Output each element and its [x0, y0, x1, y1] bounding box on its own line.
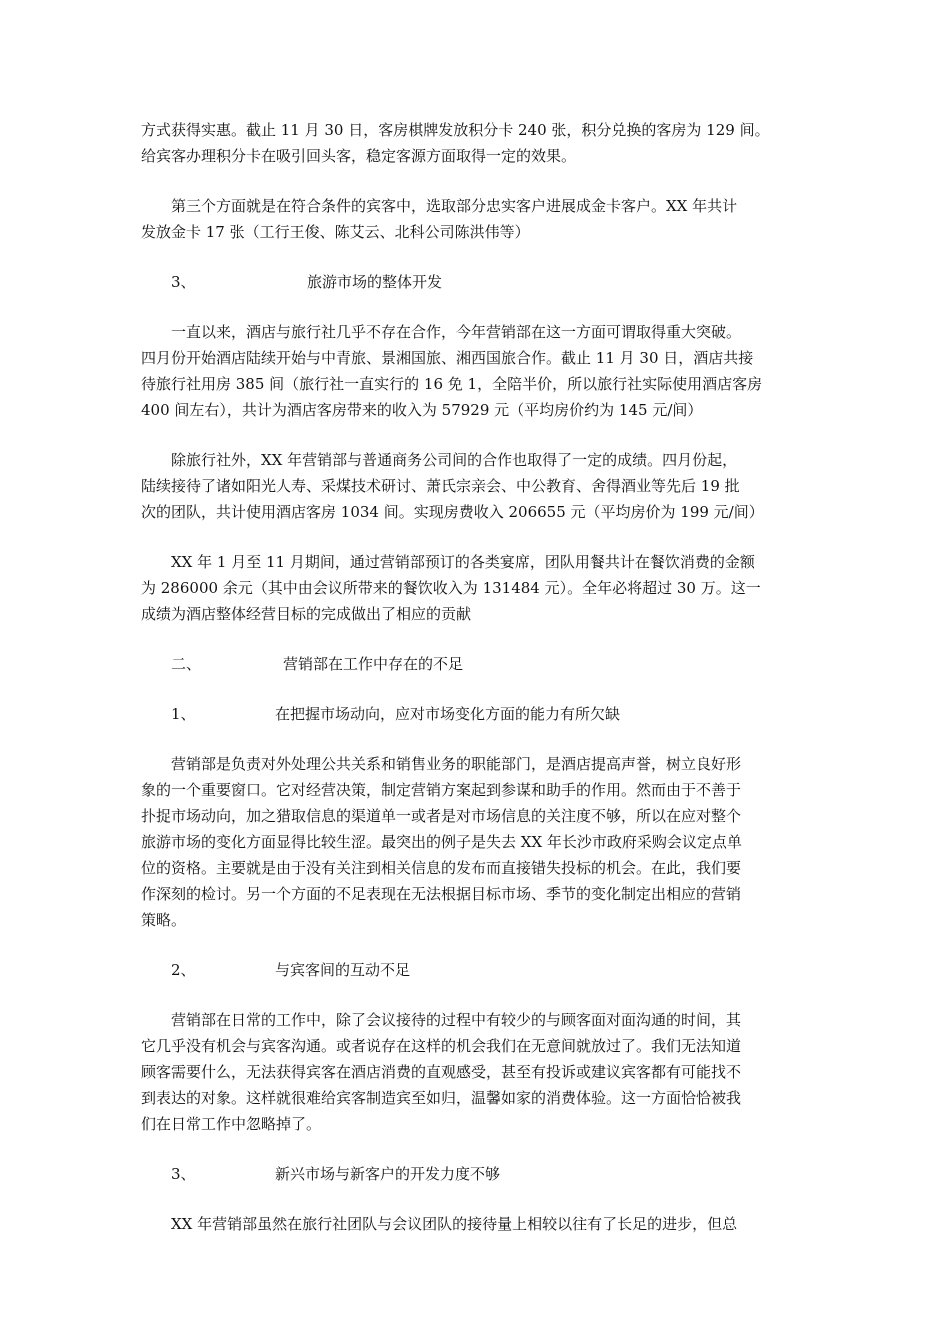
paragraph-new-clients [141, 1211, 813, 1237]
text-line: 营销部在日常的工作中，除了会议接待的过程中有较少的与顾客面对面沟通的时间，其 [171, 1011, 742, 1029]
text-line: 为 286000 余元（其中由会议所带来的餐饮收入为 131484 元）。全年必将超过 30 万。这一 [141, 579, 761, 597]
heading-number: 二、 [171, 655, 202, 673]
text-line: 扑捉市场动向，加之猎取信息的渠道单一或者是对市场信息的关注度不够，所以在应对整个 [141, 807, 742, 825]
text-line: 400 间左右），共计为酒店客房带来的收入为 57929 元（平均房价约为 145 元/间） [141, 401, 703, 419]
paragraph-travel-agency [141, 319, 813, 423]
paragraph-gold-card [141, 193, 813, 245]
text-line: XX 年营销部虽然在旅行社团队与会议团队的接待量上相较以往有了长足的进步，但总 [171, 1215, 738, 1233]
heading-guest-interaction [141, 957, 813, 983]
text-line: 陆续接待了诸如阳光人寿、采煤技术研讨、萧氏宗亲会、中公教育、舍得酒业等先后 19 批 [141, 477, 740, 495]
text-line: 营销部是负责对外处理公共关系和销售业务的职能部门，是酒店提高声誉，树立良好形 [171, 755, 742, 773]
heading-text: 在把握市场动向，应对市场变化方面的能力有所欠缺 [275, 705, 621, 723]
heading-shortcomings [141, 651, 813, 677]
text-line: 策略。 [141, 911, 187, 929]
heading-number: 1、 [171, 705, 196, 723]
text-line: 位的资格。主要就是由于没有关注到相关信息的发布而直接错失投标的机会。在此，我们要 [141, 859, 742, 877]
heading-text: 营销部在工作中存在的不足 [283, 655, 464, 673]
heading-number: 3、 [171, 273, 196, 291]
text-line: 发放金卡 17 张（工行王俊、陈艾云、北科公司陈洪伟等） [141, 223, 530, 241]
paragraph-business-companies [141, 447, 813, 525]
heading-number: 2、 [171, 961, 196, 979]
heading-text: 与宾客间的互动不足 [275, 961, 411, 979]
heading-text: 旅游市场的整体开发 [307, 273, 443, 291]
paragraph-marketing-dept [141, 751, 813, 933]
text-line: XX 年 1 月至 11 月期间，通过营销部预订的各类宴席，团队用餐共计在餐饮消费的金额 [171, 553, 755, 571]
text-line: 给宾客办理积分卡在吸引回头客，稳定客源方面取得一定的效果。 [141, 147, 577, 165]
text-line: 象的一个重要窗口。它对经营决策，制定营销方案起到参谋和助手的作用。然而由于不善于 [141, 781, 742, 799]
text-line: 次的团队，共计使用酒店客房 1034 间。实现房费收入 206655 元（平均房价为 199 元/间） [141, 503, 764, 521]
text-line: 四月份开始酒店陆续开始与中青旅、景湘国旅、湘西国旅合作。截止 11 月 30 日，酒店共接 [141, 349, 754, 367]
heading-new-markets [141, 1161, 813, 1187]
text-line: 它几乎没有机会与宾客沟通。或者说存在这样的机会我们在无意间就放过了。我们无法知道 [141, 1037, 742, 1055]
heading-text: 新兴市场与新客户的开发力度不够 [275, 1165, 501, 1183]
heading-market-trends [141, 701, 813, 727]
heading-tourism-market [141, 269, 813, 295]
document-page [141, 117, 813, 1237]
text-line: 顾客需要什么，无法获得宾客在酒店消费的直观感受，甚至有投诉或建议宾客都有可能找不 [141, 1063, 742, 1081]
paragraph-daily-work [141, 1007, 813, 1137]
text-line: 除旅行社外，XX 年营销部与普通商务公司间的合作也取得了一定的成绩。四月份起， [171, 451, 738, 469]
text-line: 方式获得实惠。截止 11 月 30 日，客房棋牌发放积分卡 240 张，积分兑换的客房为 129 间。 [141, 121, 770, 139]
heading-number: 3、 [171, 1165, 196, 1183]
text-line: 到表达的对象。这样就很难给宾客制造宾至如归，温馨如家的消费体验。这一方面恰恰被我 [141, 1089, 742, 1107]
text-line: 成绩为酒店整体经营目标的完成做出了相应的贡献 [141, 605, 472, 623]
paragraph-banquets [141, 549, 813, 627]
text-line: 一直以来，酒店与旅行社几乎不存在合作，今年营销部在这一方面可谓取得重大突破。 [171, 323, 742, 341]
text-line: 待旅行社用房 385 间（旅行社一直实行的 16 免 1，全陪半价，所以旅行社实际使用酒店客房 [141, 375, 763, 393]
text-line: 们在日常工作中忽略掉了。 [141, 1115, 322, 1133]
text-line: 作深刻的检讨。另一个方面的不足表现在无法根据目标市场、季节的变化制定出相应的营销 [141, 885, 742, 903]
text-line: 旅游市场的变化方面显得比较生涩。最突出的例子是失去 XX 年长沙市政府采购会议定点单 [141, 833, 742, 851]
paragraph-points-card [141, 117, 813, 169]
text-line: 第三个方面就是在符合条件的宾客中，选取部分忠实客户进展成金卡客户。XX 年共计 [171, 197, 738, 215]
